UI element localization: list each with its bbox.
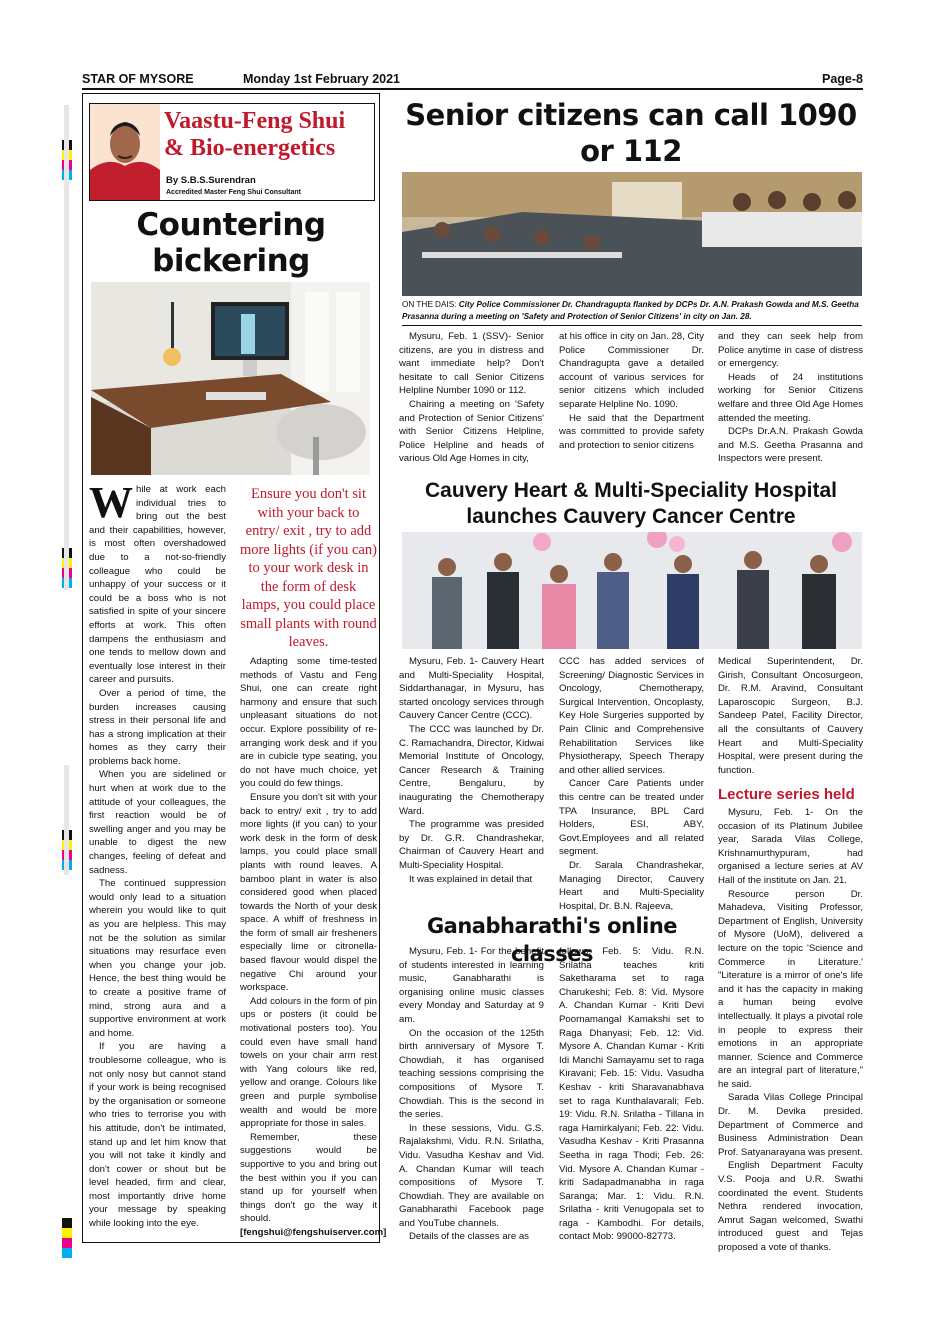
story1-column-3 <box>718 330 863 466</box>
feature-column-2 <box>240 655 387 1240</box>
feature-paragraph: Add colours in the form of pin ups or posters (it could be motivational posters too). You could even have small hand towels on your chair arm rest with Yang colours like red, yellow and orange. Colours like green and purple symbolise wealth and would be more appropriate for those in sales. <box>240 995 377 1130</box>
story2-paragraph: It was explained in detail that <box>409 873 533 885</box>
story2-paragraph: Medical Superintendent, Dr. Girish, Consultant Oncosurgeon, Dr. R.M. Aravind, Consultant Laparoscopic Surgeon, B.J. Sandeep Patel, Facility Director, all the consultants of Cauvery Heart and Multi-Speciality Hospital, were present during the function. <box>718 656 863 776</box>
columnist-portrait <box>90 104 160 200</box>
byline: By S.B.S.Surendran <box>166 175 256 186</box>
story4-headline: Lecture series held <box>718 786 855 803</box>
story2-paragraph: The programme was presided by Dr. G.R. Chandrashekar, Chairman of Cauvery Heart and Multi-Speciality Hospital. <box>399 819 544 871</box>
story1-photo-caption <box>402 299 862 323</box>
paper-name: STAR OF MYSORE <box>82 72 194 86</box>
story2-paragraph: Cancer Care Patients under this centre can be treated under TPA Insurance, BPL Card Holders, ESI, ABY, Govt.Employees and all related segment. <box>559 778 704 858</box>
caption-lead: ON THE DAIS: <box>402 300 459 309</box>
story3-schedule: follows: Feb. 5: Vidu. R.N. Srilatha teaches kriti Saketharama set to raga Charukeshi; Feb. 8: Vid. Mysore A. Chandan Kumar - Kriti Devi Poornamangal Kamakshi set to Raga Dhanyasi; Feb. 12: Vid. Mysore A. Chandan Kumar - Kriti Idi Manchi Samayamu set to raga Kiravani; Feb. 15: Vidu. Vasudha Keshav - kriti Sharavanabhava set to raga Kunthalavarali; Feb. 19: Vidu. R.N. Srilatha - Tillana in raga Hamirkalyani; Feb. 22: Vidu. Vasudha Keshav - Kriti Prasanna Seetha in raga Thodi; Feb. 26: Vid. Mysore A. Chandan Kumar - kriti Sadapadmanabha in raga Saranga; Mar. 1: Vidu. R.N. Srilatha - kriti Venugopala set to raga - Kambodhi. For details, contact Mob: 99000-82773. <box>559 946 704 1243</box>
drop-cap: W <box>89 478 133 527</box>
story1-paragraph: at his office in city on Jan. 28, City Police Commissioner Dr. Chandragupta gave a detailed account of various services for senior citizens which included separate Helpline No. 1090. <box>559 331 704 410</box>
issue-date: Monday 1st February 2021 <box>243 72 401 86</box>
story4-paragraph: Mysuru, Feb. 1- On the occasion of its Platinum Jubilee year, Sarada Vilas College, Krishnamurthypuram, had organised a lecture series at AV Hall of the institute on Jan. 21. <box>718 807 863 886</box>
feature-headline-line1: Countering bickering <box>136 207 326 279</box>
columnist-email: [fengshui@fengshuiserver.com] <box>240 1226 387 1238</box>
story1-headline-line1: Senior citizens can call 1090 or 112 <box>405 98 857 168</box>
story1-paragraph: and they can seek help from Police anytime in case of distress or emergency. <box>718 331 863 370</box>
feature-paragraph: hile at work each individual tries to bring out the best and their capabilities, however, is most often overshadowed due to a not-so-friendly colleague who could be unhappy of your success or it could be a boss who is not satisfied in spite of your sincere efforts at work. This often dampens the enthusiasm and one tends to mellow down and eventually lose interest in their career and pursuits. <box>89 484 226 686</box>
column-title <box>164 108 374 162</box>
feature-paragraph: If you are having a troublesome colleague, who is not only nosy but cannot stand if your work is being recognised by the organisation or someone who tries to terrorise you with his attitude, don't be intimated, stand up and let him know that you will not take it kindly and don't cower or shout but be level headed, firm and clear, most importantly drive home your message by speaking while looking into the eye. <box>89 1041 226 1230</box>
story4-column <box>718 806 863 1255</box>
feature-paragraph: Over a period of time, the burden increases causing stress in their personal life and has a strong implication at their homes as they carry their problems back home. <box>89 687 226 767</box>
workdesk-photo <box>91 282 370 475</box>
caption-text: City Police Commissioner Dr. Chandragupta flanked by DCPs Dr. A.N. Prakash Gowda and M.S. Geetha Prasanna during a meeting on 'Safety and Protection of Senior Citizens' in city on Jan. 28. <box>402 300 859 321</box>
caption-rule <box>402 325 862 326</box>
story4-paragraph: English Department Faculty V.S. Pooja and U.R. Swathi coordinated the event. Students Nethra rendered invocation, Amrut Sagan welcomed, Swathi introduced guest and Tejas proposed a vote of thanks. <box>718 1160 863 1253</box>
story2-paragraph: CCC has added services of Screening/ Diagnostic Services in Oncology, Chemotherapy, Surgical Intervention, Oncoplasty, Key Hole Surgeries supported by Pain Clinic and Comprehensive Rehabilitation Services like Physiotherapy, Speech Therapy and other allied services. <box>559 656 704 776</box>
story2-column-2 <box>559 655 704 913</box>
feature-column-1 <box>89 478 226 1231</box>
story3-headline: Ganabharathi's online classes <box>426 914 678 966</box>
story3-paragraph: On the occasion of the 125th birth anniversary of Mysore T. Chowdiah, it has organised teaching sessions comprising the compositions of Mysore T. Chowdiah. This is the second in the series. <box>399 1027 544 1121</box>
margin-guide <box>64 105 69 525</box>
page-number: Page-8 <box>822 72 863 86</box>
story1-paragraph: He said that the Department was committed to provide safety and protection to senior citizens <box>559 412 704 451</box>
story3-paragraph: Details of the classes are as <box>409 1231 529 1243</box>
pull-quote: Ensure you don't sit with your back to entry/ exit , try to add more lights (if you can) to your work desk in the form of desk lamps, you could place small plants with round leaves. <box>240 486 377 650</box>
story2-headline <box>396 478 866 530</box>
story1-column-2 <box>559 330 704 452</box>
margin-guide <box>64 480 69 590</box>
feature-paragraph: Ensure you don't sit with your back to entry/ exit , try to add more lights (if you can) to your work desk in the form of desk lamps, you could place small plants with round leaves. A bamboo plant in water is also considered good when placed towards the North of your desk space. A whiff of freshness in the form of small air fresheners especially lime or citronella-based flavour would dispel the negative Chi around your workspace. <box>240 791 377 994</box>
feature-paragraph: Adapting some time-tested methods of Vastu and Feng Shui, one can create right harmony and ensure that such unpleasant situations do not occur. Explore possibility of re-arranging work desk and if you are in cubicle type seating, you do not have much choice, yet you could do few things. <box>240 656 377 790</box>
feature-paragraph: When you are sidelined or hurt when at work due to the attitude of your colleagues, the first reaction would be of swelling anger and you may be unable to digest the new changes, feeling of defeat and sadness. <box>89 769 226 876</box>
margin-guide <box>64 765 69 875</box>
story4-paragraph: Resource person Dr. Mahadeva, Visiting Professor, Department of English, University of Mysore (UoM), delivered a lecture on the topic 'Science and Commerce in Literature.' "Literature is a mirror of one's life and it has the capacity in making a human being evolve intellectually. It plays a pivotal role in people to express their emotions in an appropriate manner. Science and Commerce are an integral part of literature," he said. <box>718 888 863 1090</box>
story2-paragraph: The CCC was launched by Dr. C. Ramachandra, Director, Kidwai Memorial Institute of Oncology, Cancer Research & Training Centre, Bengaluru, by inaugurating the Chemotherapy Ward. <box>399 723 544 817</box>
feature-paragraph: The continued suppression would only lead to a situation wherein you would like to quit as you are helpless. This may not be the solution as similar situations may resurface even when you change your job. Hence, the best thing would be to create a positive frame of mind, strong aura and a supportive environment at work and home. <box>89 878 226 1039</box>
hospital-launch-photo <box>402 532 862 649</box>
story2-column-1 <box>399 655 544 886</box>
story2-headline-line2: launches Cauvery Cancer Centre <box>466 505 796 528</box>
story1-paragraph: Heads of 24 institutions working for Senior Citizens welfare and three Old Age Homes attended the meeting. <box>718 371 863 424</box>
story1-paragraph: Mysuru, Feb. 1 (SSV)- Senior citizens, are you in distress and want immediate help? Don't hesitate to call Senior Citizens Helpline Number 1090 or 112. <box>399 331 544 397</box>
meeting-photo <box>402 172 862 296</box>
story1-paragraph: Chairing a meeting on 'Safety and Protection of Senior Citizens' with Senior Citizens Helpline, Police Helpline and heads of various Old Age Homes in city, <box>399 398 544 465</box>
feature-paragraph: Remember, these suggestions would be supportive to you and bring out the best within you if you can stand up for yourself when things don't go the way it should. <box>240 1131 377 1225</box>
story3-column-1 <box>399 945 544 1244</box>
story2-paragraph: Mysuru, Feb. 1- Cauvery Heart and Multi-Speciality Hospital, Siddarthanagar, in Mysuru, has started oncology services through Cauvery Cancer Centre (CCC). <box>399 656 544 722</box>
story3-column-2 <box>559 945 704 1244</box>
column-title-line1: Vaastu-Feng Shui <box>164 108 346 134</box>
story3-paragraph: Mysuru, Feb. 1- For the benefit of students interested in learning music, Ganabharathi is organising online music classes every Monday and Saturday at 9 am. <box>399 946 544 1025</box>
story4-paragraph: Sarada Vilas College Principal Dr. M. Devika presided. Department of Commerce and Business Administration Dean Prof. Satyanarayana was present. <box>718 1092 863 1158</box>
byline-subtitle: Accredited Master Feng Shui Consultant <box>166 189 301 196</box>
story3-paragraph: In these sessions, Vidu. G.S. Rajalakshmi, Vidu. R.N. Srilatha, Vidu. Vasudha Keshav and Vid. A. Chandan Kumar will teach compositions of Mysore T. Chowdiah. They are available on Ganabharathi Facebook page and YouTube channels. <box>399 1122 544 1229</box>
story2-paragraph: Dr. Sarala Chandrashekar, Managing Director, Cauvery Heart and Multi-Speciality Hospital, Dr. B.N. Rajeeva, <box>559 859 704 912</box>
column-title-line2: & Bio-energetics <box>164 135 336 161</box>
story2-column-3 <box>718 655 863 777</box>
story1-paragraph: DCPs Dr.A.N. Prakash Gowda and M.S. Geetha Prasanna and Inspectors were present. <box>718 426 863 465</box>
story1-column-1 <box>399 330 544 466</box>
story2-headline-line1: Cauvery Heart & Multi-Speciality Hospital <box>425 479 837 502</box>
registration-mark <box>62 1218 72 1258</box>
header-rule <box>82 88 863 90</box>
